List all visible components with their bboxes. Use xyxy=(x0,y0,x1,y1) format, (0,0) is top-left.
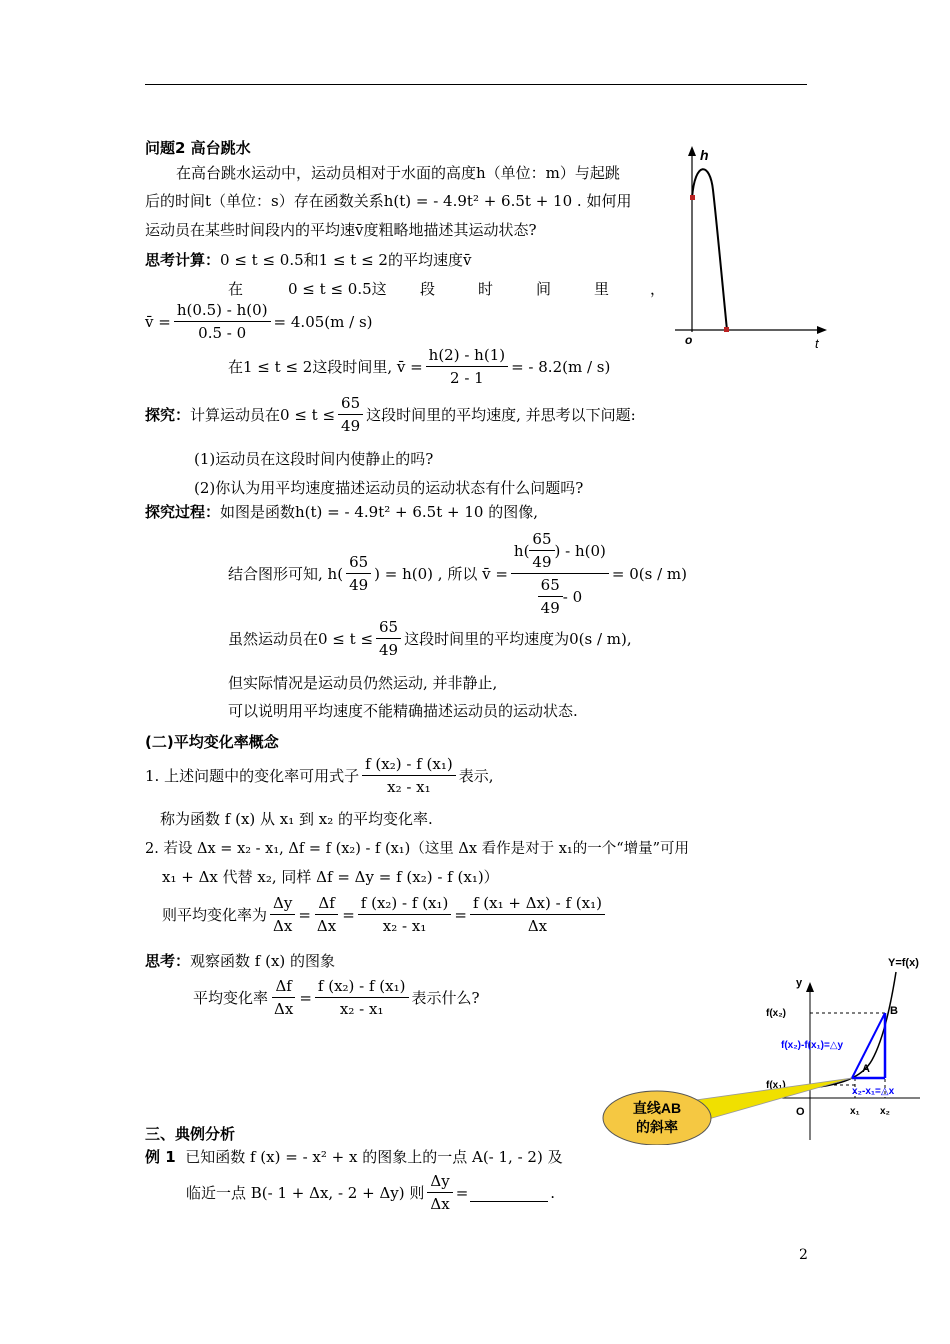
explore-q1: (1)运动员在这段时间内使静止的吗? xyxy=(194,450,434,468)
page-number: 2 xyxy=(799,1247,808,1263)
explore-text-pre: 计算运动员在0 ≤ t ≤ xyxy=(190,406,336,424)
process-num-a: h( xyxy=(513,541,530,560)
process-line-5: 可以说明用平均速度不能精确描述运动员的运动状态. xyxy=(228,702,578,720)
explore-fraction xyxy=(338,392,363,437)
v2-num: h(2) - h(1) xyxy=(426,344,508,367)
bubble-line-2: 的斜率 xyxy=(636,1119,678,1135)
velocity-eq-2 xyxy=(228,344,610,389)
example-den: Δx xyxy=(430,1195,450,1213)
c3-f1-num: Δy xyxy=(270,892,295,915)
process-text-1: 如图是函数h(t) = - 4.9t² + 6.5t + 10 的图像, xyxy=(220,503,538,521)
think2-line-2 xyxy=(193,975,480,1020)
process-num-frac-n: 65 xyxy=(529,528,554,551)
c3-eq-2: = xyxy=(342,905,355,924)
example-line-1 xyxy=(145,1146,563,1167)
example-text-1: 已知函数 f (x) = - x² + x 的图象上的一点 A(- 1, - 2) 及 xyxy=(185,1148,563,1166)
graph2-y-label: y xyxy=(796,977,803,989)
process-line-1 xyxy=(145,501,538,522)
think2-frac-1 xyxy=(271,975,296,1020)
process-l2-pre: 结合图形可知, h( xyxy=(228,565,344,583)
v2-fraction xyxy=(426,344,508,389)
graph2-fx1-label: f(x₁) xyxy=(766,1080,786,1091)
example-heading: 三、典例分析 xyxy=(145,1125,236,1143)
graph2-origin: O xyxy=(796,1106,805,1118)
process-big-num xyxy=(511,528,609,574)
v2-den: 2 - 1 xyxy=(450,369,484,387)
c3-f2-den: Δx xyxy=(316,917,337,935)
concept-1 xyxy=(145,753,493,798)
process-line-3 xyxy=(228,616,632,661)
bubble-line-1: 直线AB xyxy=(632,1100,682,1116)
c3-f3-den: x₂ - x₁ xyxy=(382,917,427,935)
concept-2b: x₁ + Δx 代替 x₂, 同样 Δf = Δy = f (x₂) - f (x₁)） xyxy=(162,868,499,886)
c3-f3-num: f (x₂) - f (x₁) xyxy=(358,892,452,915)
example-eq: = xyxy=(455,1183,469,1202)
secant-graph xyxy=(600,950,930,1145)
graph2-curve xyxy=(810,972,896,1088)
h-axis-arrow xyxy=(688,146,696,156)
c1-post: 表示, xyxy=(458,767,494,785)
process-frac-b xyxy=(376,616,401,661)
v1-rhs: = 4.05(m / s) xyxy=(273,312,373,331)
example-label: 例 1 xyxy=(145,1148,176,1166)
process-line-2 xyxy=(228,528,687,619)
c3-frac-1 xyxy=(270,892,295,937)
v2-rhs: = - 8.2(m / s) xyxy=(511,357,611,376)
think2-g1-num: Δf xyxy=(272,975,294,998)
graph2-dx-label: x₂-x₁=△x xyxy=(852,1086,895,1097)
c3-f1-den: Δx xyxy=(273,917,293,935)
explore-line xyxy=(145,392,636,437)
process-frac-b-den: 49 xyxy=(379,641,399,659)
c3-eq-1: = xyxy=(298,905,311,924)
in-range: 0 ≤ t ≤ 0.5这 xyxy=(288,280,387,298)
process-l2-mid: ) = h(0) , 所以 v̄ = xyxy=(374,565,508,583)
c3-eq-3: = xyxy=(454,905,467,924)
in-word-4: ， xyxy=(650,280,666,298)
explore-den: 49 xyxy=(341,417,361,435)
start-point xyxy=(690,195,695,200)
end-point xyxy=(724,327,729,332)
t-label: t xyxy=(815,336,819,351)
v1-den: 0.5 - 0 xyxy=(198,324,247,342)
c3-frac-3 xyxy=(358,892,452,937)
think2-l2-post: 表示什么? xyxy=(411,989,480,1007)
example-l2-pre: 临近一点 B(- 1 + Δx, - 2 + Δy) 则 xyxy=(186,1184,425,1202)
process-num-frac-d: 49 xyxy=(532,553,552,571)
in-word-2: 间 xyxy=(536,280,552,298)
concept-3 xyxy=(162,892,608,937)
think2-line-1 xyxy=(145,950,335,971)
think2-l2-pre: 平均变化率 xyxy=(193,989,269,1007)
header-rule xyxy=(145,84,807,85)
problem2-para-1: 在高台跳水运动中，运动员相对于水面的高度h（单位：m）与起跳 xyxy=(176,164,620,182)
think2-g1-den: Δx xyxy=(274,1000,294,1018)
process-den-frac-d: 49 xyxy=(540,599,560,617)
process-big-fraction xyxy=(511,528,609,619)
in-word-0: 段 xyxy=(420,280,436,298)
process-num-b: ) - h(0) xyxy=(554,541,606,560)
problem2-para-3: 运动员在某些时间段内的平均速v̄度粗略地描述其运动状态? xyxy=(145,221,537,239)
process-num-frac xyxy=(529,528,554,573)
process-big-den xyxy=(535,574,585,619)
explore-label: 探究： xyxy=(145,406,191,424)
c3-frac-2 xyxy=(314,892,339,937)
v1-fraction xyxy=(174,299,271,344)
think2-g2-num: f (x₂) - f (x₁) xyxy=(315,975,409,998)
graph2-point-a: A xyxy=(862,1063,870,1075)
think2-eq: = xyxy=(299,988,312,1007)
problem2-para-2: 后的时间t（单位：s）存在函数关系h(t) = - 4.9t² + 6.5t + 10 . 如何用 xyxy=(145,192,632,210)
graph2-point-b: B xyxy=(890,1005,898,1017)
process-l3-pre: 虽然运动员在0 ≤ t ≤ xyxy=(228,630,374,648)
c3-frac-4 xyxy=(470,892,605,937)
c3-pre: 则平均变化率为 xyxy=(162,906,268,924)
v2-pre: 在1 ≤ t ≤ 2这段时间里, v̄ = xyxy=(228,358,423,376)
process-den-frac-n: 65 xyxy=(538,574,563,597)
graph2-x1-label: x₁ xyxy=(850,1106,860,1117)
velocity-eq-1 xyxy=(145,299,373,344)
think2-text: 观察函数 f (x) 的图象 xyxy=(190,952,336,970)
process-frac-b-num: 65 xyxy=(376,616,401,639)
graph2-x2-label: x₂ xyxy=(880,1106,891,1117)
example-num: Δy xyxy=(427,1170,452,1193)
c3-f4-num: f (x₁ + Δx) - f (x₁) xyxy=(470,892,605,915)
process-frac-a-den: 49 xyxy=(349,576,369,594)
concept-1b: 称为函数 f (x) 从 x₁ 到 x₂ 的平均变化率. xyxy=(160,810,433,828)
explore-q2: (2)你认为用平均速度描述运动员的运动状态有什么问题吗? xyxy=(194,479,584,497)
explore-text-post: 这段时间里的平均速度, 并思考以下问题: xyxy=(366,406,636,424)
c1-den: x₂ - x₁ xyxy=(387,778,431,796)
process-frac-a-num: 65 xyxy=(346,551,371,574)
think-calc-text: 0 ≤ t ≤ 0.5和1 ≤ t ≤ 2的平均速度v̄ xyxy=(220,251,472,269)
process-l3-post: 这段时间里的平均速度为0(s / m), xyxy=(404,630,632,648)
explore-num: 65 xyxy=(338,392,363,415)
think-calc-label: 思考计算： xyxy=(145,251,221,269)
process-l2-rhs: = 0(s / m) xyxy=(611,564,687,583)
c1-num: f (x₂) - f (x₁) xyxy=(362,753,456,776)
in-word-1: 时 xyxy=(478,280,494,298)
process-den-frac xyxy=(538,574,563,619)
think2-label: 思考： xyxy=(145,952,191,970)
example-line-2 xyxy=(186,1170,555,1215)
process-frac-a xyxy=(346,551,371,596)
process-line-4: 但实际情况是运动员仍然运动, 并非静止, xyxy=(228,674,498,692)
process-label: 探究过程： xyxy=(145,503,221,521)
in-word-3: 里 xyxy=(594,280,610,298)
answer-blank[interactable] xyxy=(470,1183,548,1202)
height-time-graph xyxy=(665,140,835,355)
think2-g2-den: x₂ - x₁ xyxy=(339,1000,384,1018)
in-label: 在 xyxy=(228,280,244,298)
graph2-dy-label: f(x₂)-f(x₁)=△y xyxy=(781,1040,844,1051)
example-fraction xyxy=(427,1170,452,1215)
problem2-heading: 问题2 高台跳水 xyxy=(145,139,251,157)
origin-label: o xyxy=(685,333,693,347)
think2-frac-2 xyxy=(315,975,409,1020)
example-end: . xyxy=(550,1183,556,1202)
concept-2a: 2. 若设 Δx = x₂ - x₁, Δf = f (x₂) - f (x₁)（这里 Δx 看作是对于 x₁的一个“增量”可用 xyxy=(145,841,690,857)
c1-pre: 1. 上述问题中的变化率可用式子 xyxy=(145,767,360,785)
c3-f2-num: Δf xyxy=(315,892,337,915)
c3-f4-den: Δx xyxy=(527,917,548,935)
v1-lhs: v̄ = xyxy=(145,312,171,331)
v1-num: h(0.5) - h(0) xyxy=(174,299,271,322)
graph2-title: Y=f(x) xyxy=(888,957,919,969)
t-axis-arrow xyxy=(817,326,827,334)
process-den-b: - 0 xyxy=(562,587,583,606)
h-label: h xyxy=(700,147,709,163)
concept-heading: (二)平均变化率概念 xyxy=(145,733,279,751)
graph2-y-arrow xyxy=(806,982,814,992)
c1-fraction xyxy=(362,753,456,798)
think-calc xyxy=(145,249,471,270)
trajectory-curve xyxy=(692,169,727,330)
graph2-fx2-label: f(x₂) xyxy=(766,1008,786,1019)
